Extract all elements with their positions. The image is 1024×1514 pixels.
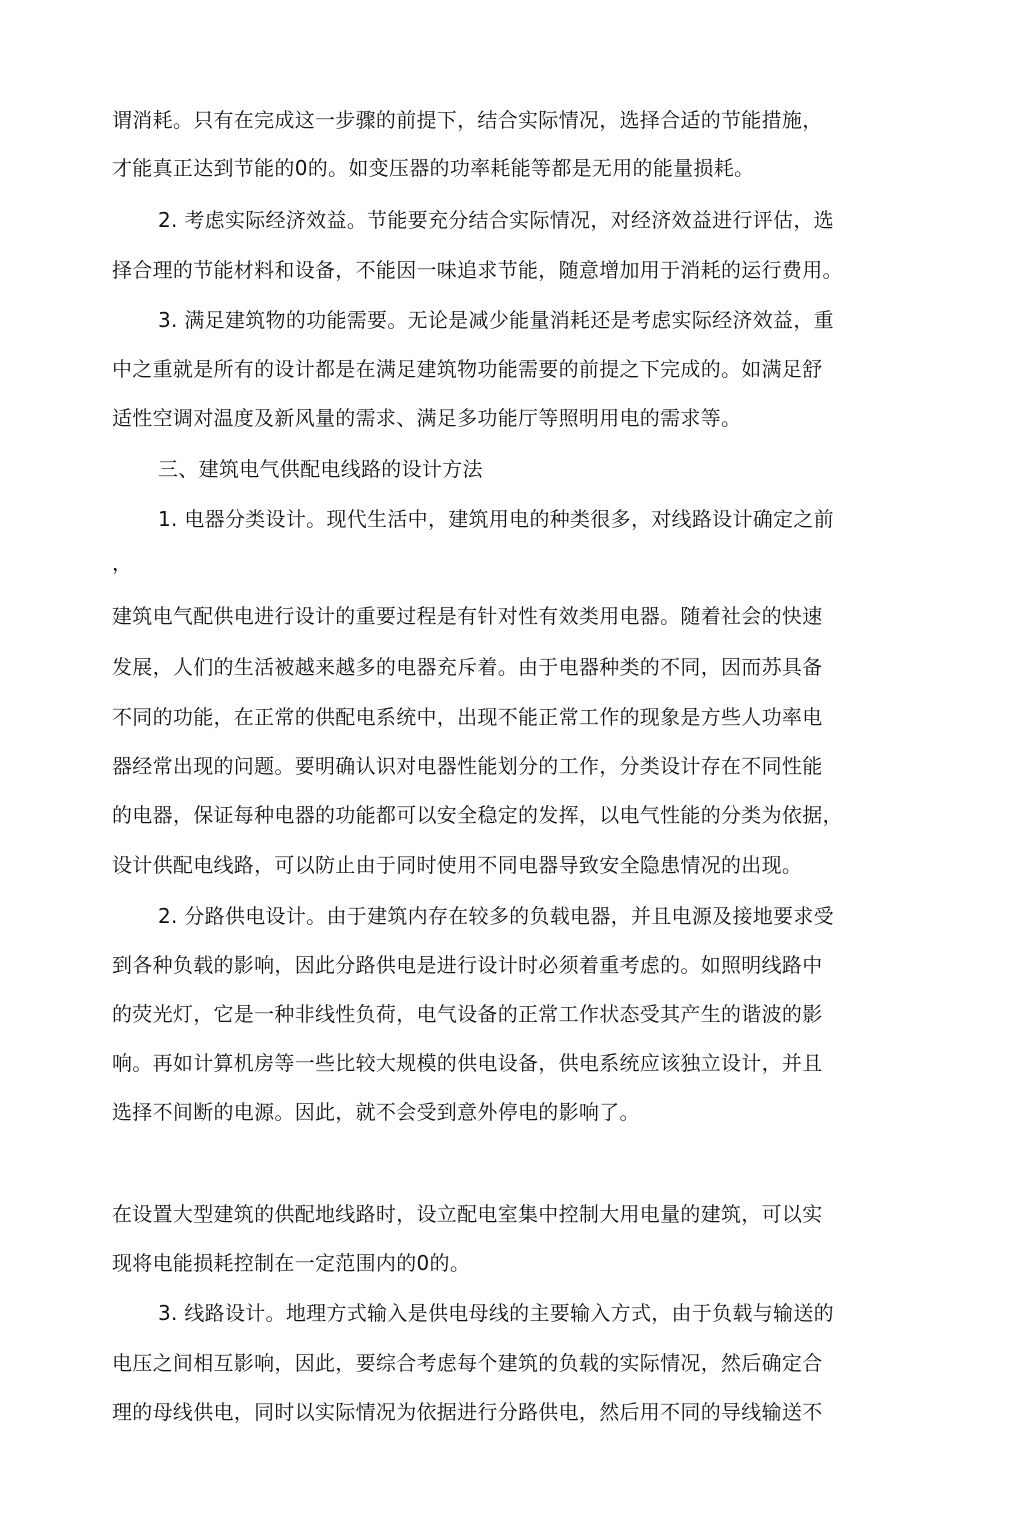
- paragraph-line: 响。再如计算机房等一些比较大规模的供电设备，供电系统应该独立设计，并且: [112, 1051, 823, 1075]
- paragraph-line: 才能真正达到节能的0的。如变压器的功率耗能等都是无用的能量损耗。: [112, 156, 755, 180]
- paragraph-line: 谓消耗。只有在完成这一步骤的前提下，结合实际情况，选择合适的节能措施，: [112, 108, 823, 132]
- paragraph-line: 3. 满足建筑物的功能需要。无论是减少能量消耗还是考虑实际经济效益，重: [158, 308, 834, 332]
- paragraph-line: 的电器，保证每种电器的功能都可以安全稳定的发挥，以电气性能的分类为依据，: [112, 803, 843, 827]
- paragraph-line: 的荧光灯，它是一种非线性负荷，电气设备的正常工作状态受其产生的谐波的影: [112, 1002, 823, 1026]
- paragraph-line: 择合理的节能材料和设备，不能因一味追求节能，随意增加用于消耗的运行费用。: [112, 258, 843, 282]
- paragraph-line: 3. 线路设计。地理方式输入是供电母线的主要输入方式，由于负载与输送的: [158, 1301, 834, 1325]
- paragraph-line: 中之重就是所有的设计都是在满足建筑物功能需要的前提之下完成的。如满足舒: [112, 357, 823, 381]
- paragraph-line: 现将电能损耗控制在一定范围内的0的。: [112, 1251, 471, 1275]
- paragraph-line: 发展，人们的生活被越来越多的电器充斥着。由于电器种类的不同，因而苏具备: [112, 655, 823, 679]
- paragraph-line: 在设置大型建筑的供配地线路时，设立配电室集中控制大用电量的建筑，可以实: [112, 1202, 823, 1226]
- paragraph-line: 2. 考虑实际经济效益。节能要充分结合实际情况，对经济效益进行评估，选: [158, 208, 834, 232]
- paragraph-line: 设计供配电线路，可以防止由于同时使用不同电器导致安全隐患情况的出现。: [112, 853, 803, 877]
- section-heading: 三、建筑电气供配电线路的设计方法: [158, 457, 483, 481]
- paragraph-line: 选择不间断的电源。因此，就不会受到意外停电的影响了。: [112, 1100, 640, 1124]
- paragraph-line: ，: [112, 551, 133, 575]
- paragraph-line: 到各种负载的影响，因此分路供电是进行设计时必须着重考虑的。如照明线路中: [112, 953, 823, 977]
- paragraph-line: 理的母线供电，同时以实际情况为依据进行分路供电，然后用不同的导线输送不: [112, 1400, 823, 1424]
- paragraph-line: 建筑电气配供电进行设计的重要过程是有针对性有效类用电器。随着社会的快速: [112, 604, 823, 628]
- paragraph-line: 不同的功能，在正常的供配电系统中，出现不能正常工作的现象是方些人功率电: [112, 705, 823, 729]
- paragraph-line: 电压之间相互影响，因此，要综合考虑每个建筑的负载的实际情况，然后确定合: [112, 1351, 823, 1375]
- paragraph-line: 2. 分路供电设计。由于建筑内存在较多的负载电器，并且电源及接地要求受: [158, 904, 834, 928]
- paragraph-line: 适性空调对温度及新风量的需求、满足多功能厅等照明用电的需求等。: [112, 406, 742, 430]
- paragraph-line: 1. 电器分类设计。现代生活中，建筑用电的种类很多，对线路设计确定之前: [158, 507, 834, 531]
- paragraph-line: 器经常出现的问题。要明确认识对电器性能划分的工作，分类设计存在不同性能: [112, 754, 823, 778]
